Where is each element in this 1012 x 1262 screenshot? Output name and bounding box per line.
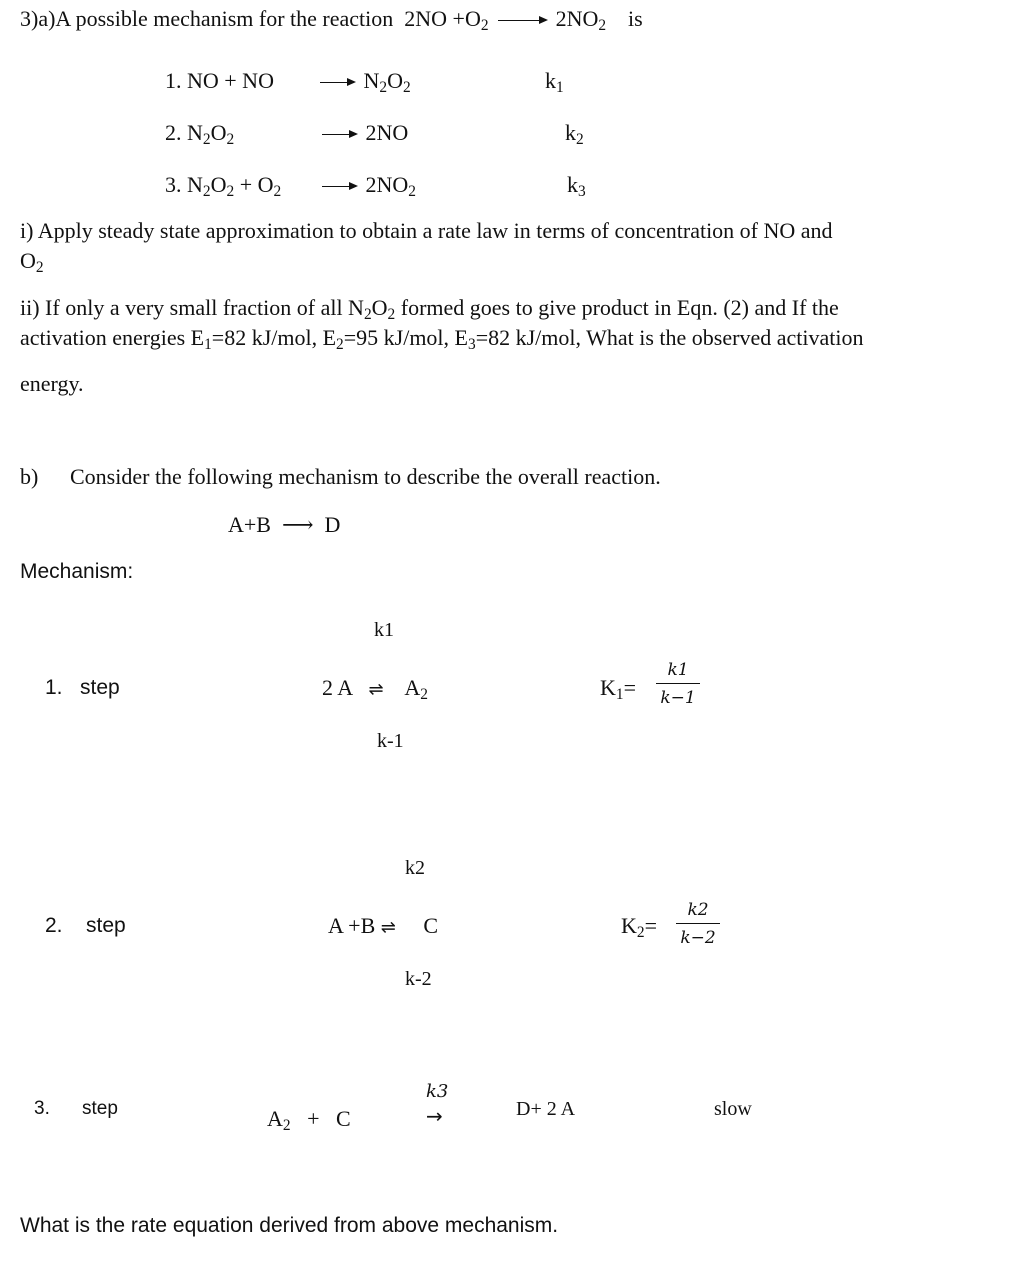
mech2-step: step [86,914,126,937]
mech2-fraction: k2 k−2 [676,900,720,948]
step3-arrow-icon [322,186,356,187]
part-a-step-1 [165,70,274,92]
header-product: 2NO [555,6,599,31]
mech1-number: 1. [45,676,63,699]
question-i: i) Apply steady state approximation to obtain a rate law in terms of concentration of NO and $O_2$ [20,218,833,276]
part-a-step-1-k: $k_1$ [545,68,564,96]
mech1-fraction: k1 k−1 [656,660,700,708]
part-a-step-3-k: $k_3$ [567,172,586,200]
question-ii: ii) If only a very small fraction of all $N_2O_2$ formed goes to give product in Eqn. (2) and If the activation energies $E_1=82$ kJ/mol, $E_2=95$ kJ/mol, $E_3=82$ kJ/mol, What is the observed activation [20,295,864,353]
equilibrium-arrow-icon: ⇌ [368,679,384,700]
step2-arrow-icon [322,134,356,135]
mech3-reactants: $A_2$ + C [267,1106,351,1134]
mech2-k-forward: k2 [405,857,425,879]
part-a-step-2: 2. $N_2O_2$ [165,120,235,148]
mech1-reaction: 2 A ⇌ $A_2$ [322,675,428,703]
overall-arrow-icon: ⟶ [281,512,314,537]
mech1-k-reverse: k-1 [377,730,404,752]
header-suffix: is [628,6,643,31]
mech2-K: $K_2=$ [621,913,658,941]
mech2-reaction: A +B ⇌ C [328,913,439,938]
part-a-step-3: 3. $N_2O_2 + O_2$ [165,172,282,200]
header-reactants: 2NO +O [404,6,481,31]
mech1-k-forward: k1 [374,619,394,641]
mech3-arrow-icon: → [426,1104,443,1128]
mech3-note: slow [714,1098,752,1120]
mech3-k: k3 [426,1081,449,1102]
part-b-text: Consider the following mechanism to describe the overall reaction. [70,464,661,489]
part-a-step-3-product: $2NO_2$ [318,174,416,196]
step1-reactants: 1. NO + NO [165,68,274,93]
mech2-k-reverse: k-2 [405,968,432,990]
reaction-arrow-icon [498,20,546,21]
header-reactants-sub: 2 [480,16,489,34]
final-question: What is the rate equation derived from above mechanism. [20,1214,559,1237]
mech3-product: D+ 2 A [516,1098,576,1120]
mech1-K: $K_1=$ [600,675,637,703]
part-b-label: b) [20,464,39,489]
step1-arrow-icon [320,82,354,83]
part-a-step-2-k: $k_2$ [565,120,584,148]
header-prefix: 3)a)A possible mechanism for the reaction [20,6,394,31]
overall-reaction: A+B ⟶ D [228,512,341,537]
mechanism-label: Mechanism: [20,560,134,583]
part-a-step-1-product: $N_2O_2$ [316,70,411,92]
header-product-sub: 2 [598,16,607,34]
mech3-step: step [82,1098,118,1119]
question-header [20,6,643,34]
mech2-number: 2. [45,914,63,937]
mech3-number: 3. [34,1098,50,1119]
mech1-step: step [80,676,120,699]
question-ii-line3: energy. [20,371,84,396]
equilibrium-arrow-icon: ⇌ [380,917,396,938]
part-a-step-2-product: 2NO [318,122,408,144]
